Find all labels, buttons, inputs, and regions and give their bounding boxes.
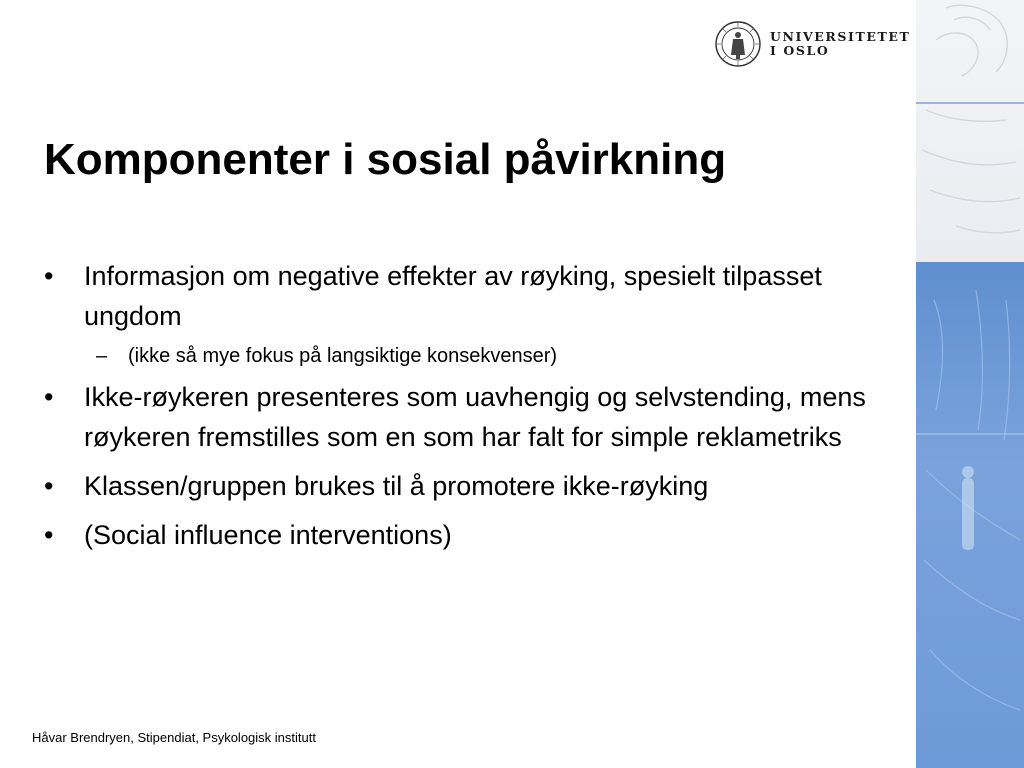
bullet-marker: • <box>44 382 54 412</box>
slide-title: Komponenter i sosial påvirkning <box>44 135 727 184</box>
bullet-text: (Social influence interventions) <box>84 520 452 550</box>
bullet-item <box>44 377 906 457</box>
logo-line-1: UNIVERSITETET <box>770 29 911 44</box>
side-strip-sculpture-art <box>916 0 1024 768</box>
bullet-text: Klassen/gruppen brukes til å promotere ikke-røyking <box>84 471 709 501</box>
bullet-marker: • <box>44 471 54 501</box>
logo-line-2: I OSLO <box>770 43 830 58</box>
bullet-item <box>44 466 906 506</box>
slide-footer: Håvar Brendryen, Stipendiat, Psykologisk institutt <box>32 730 316 745</box>
sub-bullet-text: (ikke så mye fokus på langsiktige konsekvenser) <box>128 345 558 367</box>
bullet-item <box>44 256 906 336</box>
bullet-marker: • <box>44 520 54 550</box>
bullet-marker: • <box>44 261 54 291</box>
bullet-item <box>44 515 906 555</box>
university-logo <box>714 20 910 68</box>
bullet-text: Informasjon om negative effekter av røyking, spesielt tilpasset ungdom <box>84 261 822 331</box>
university-seal-icon <box>714 20 762 68</box>
bullet-list <box>44 256 906 555</box>
bullet-text: Ikke-røykeren presenteres som uavhengig og selvstending, mens røykeren fremstilles som en som har falt for simple reklametriks <box>84 382 866 452</box>
sub-bullet-marker: – <box>96 345 108 367</box>
decorative-side-strip <box>916 0 1024 768</box>
sub-bullet-item <box>44 342 906 370</box>
